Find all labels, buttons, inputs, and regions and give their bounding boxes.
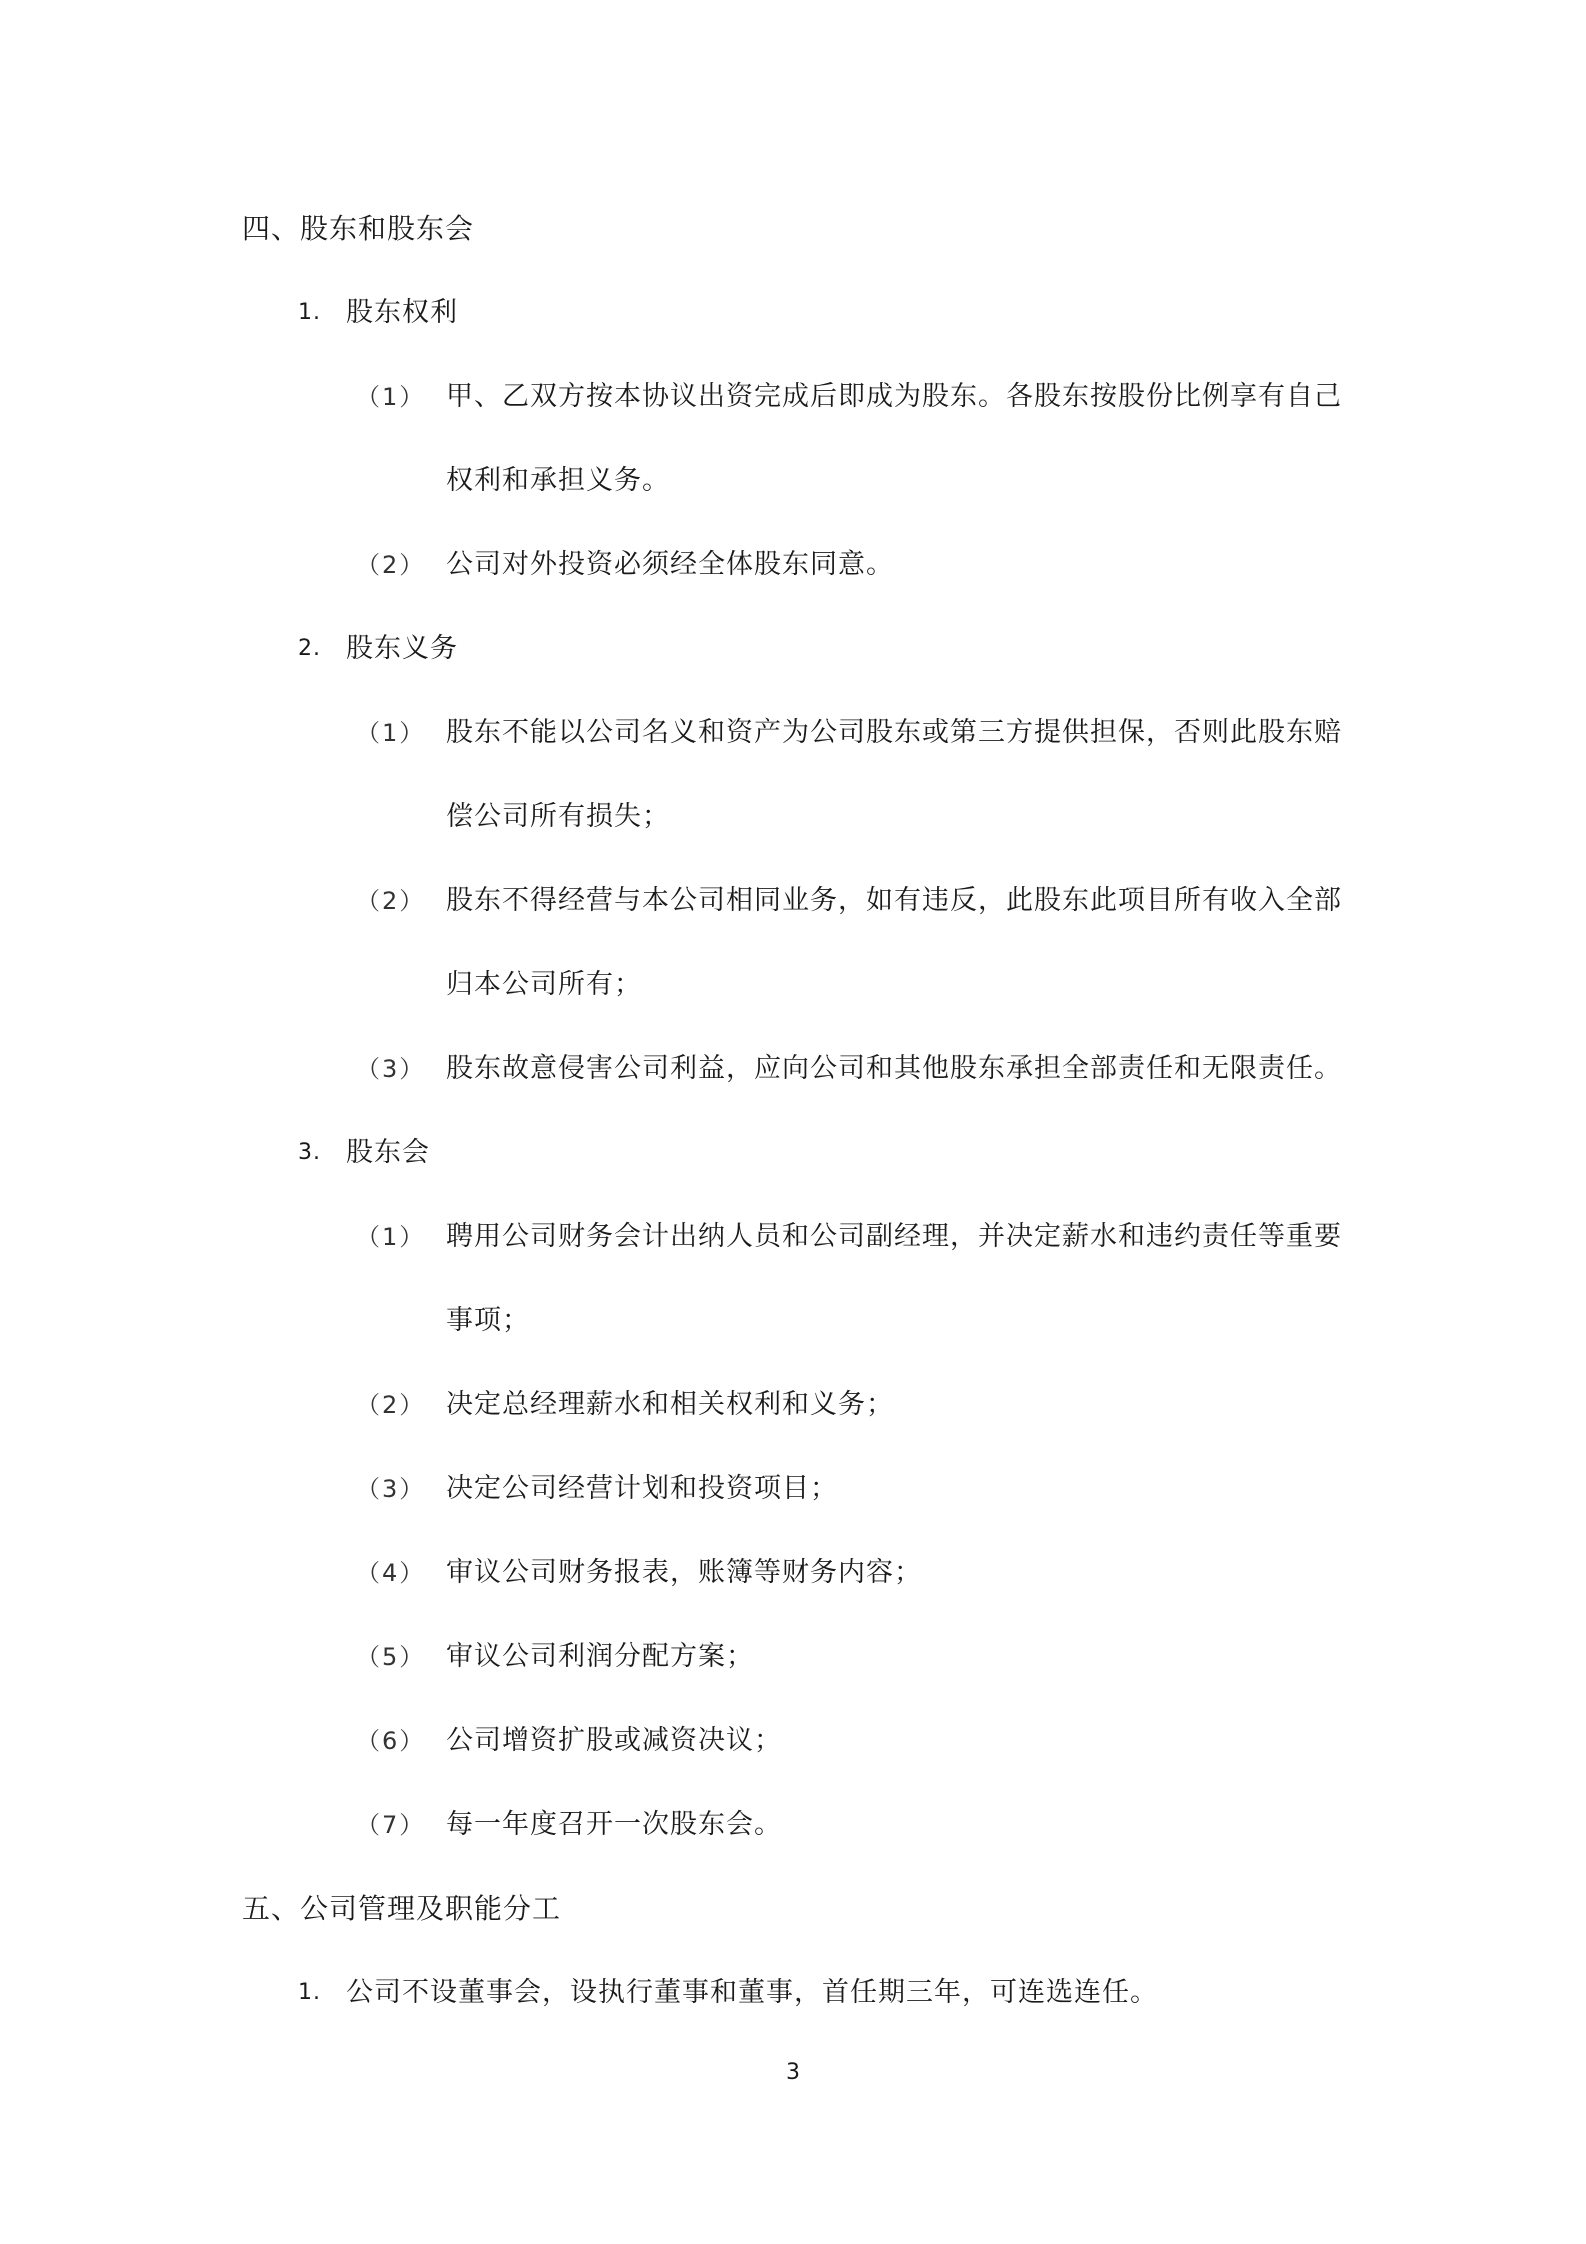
- subsection-number: 1.: [298, 300, 321, 325]
- item-text: 每一年度召开一次股东会。: [446, 1809, 782, 1840]
- item-text: 股东不能以公司名义和资产为公司股东或第三方提供担保，否则此股东赔: [446, 717, 1342, 748]
- item-text: 甲、乙双方按本协议出资完成后即成为股东。各股东按股份比例享有自己: [446, 381, 1342, 412]
- item-number: （6）: [356, 1727, 426, 1755]
- item-text: 公司对外投资必须经全体股东同意。: [446, 549, 894, 580]
- item-text: 决定总经理薪水和相关权利和义务；: [446, 1389, 894, 1420]
- item-number: （4）: [356, 1559, 426, 1587]
- item-number: （2）: [356, 551, 426, 579]
- item-number: （5）: [356, 1643, 426, 1671]
- item-text-continued: 权利和承担义务。: [446, 465, 670, 496]
- item-number: （1）: [356, 383, 426, 411]
- item-number: （2）: [356, 887, 426, 915]
- subsection-number: 1.: [298, 1980, 321, 2005]
- item-number: （1）: [356, 719, 426, 747]
- item-text: 股东故意侵害公司利益，应向公司和其他股东承担全部责任和无限责任。: [446, 1053, 1342, 1084]
- subsection-number: 2.: [298, 636, 321, 661]
- subsection-number: 3.: [298, 1140, 321, 1165]
- subsection-title: 股东权利: [346, 297, 458, 328]
- item-text: 股东不得经营与本公司相同业务，如有违反，此股东此项目所有收入全部: [446, 885, 1342, 916]
- item-text: 审议公司财务报表，账簿等财务内容；: [446, 1557, 922, 1588]
- item-text: 聘用公司财务会计出纳人员和公司副经理，并决定薪水和违约责任等重要: [446, 1221, 1342, 1252]
- item-text: 公司增资扩股或减资决议；: [446, 1725, 782, 1756]
- section-heading-4: 四、股东和股东会: [242, 212, 475, 245]
- page-number: 3: [786, 2060, 800, 2085]
- section-heading-5: 五、公司管理及职能分工: [242, 1892, 562, 1925]
- item-number: （7）: [356, 1811, 426, 1839]
- item-text-continued: 归本公司所有；: [446, 969, 642, 1000]
- subsection-title: 公司不设董事会，设执行董事和董事，首任期三年，可连选连任。: [346, 1977, 1158, 2008]
- item-number: （3）: [356, 1475, 426, 1503]
- item-number: （1）: [356, 1223, 426, 1251]
- item-text-continued: 偿公司所有损失；: [446, 801, 670, 832]
- item-text-continued: 事项；: [446, 1305, 530, 1336]
- item-text: 决定公司经营计划和投资项目；: [446, 1473, 838, 1504]
- item-number: （2）: [356, 1391, 426, 1419]
- item-number: （3）: [356, 1055, 426, 1083]
- item-text: 审议公司利润分配方案；: [446, 1641, 754, 1672]
- subsection-title: 股东会: [346, 1137, 430, 1168]
- subsection-title: 股东义务: [346, 633, 458, 664]
